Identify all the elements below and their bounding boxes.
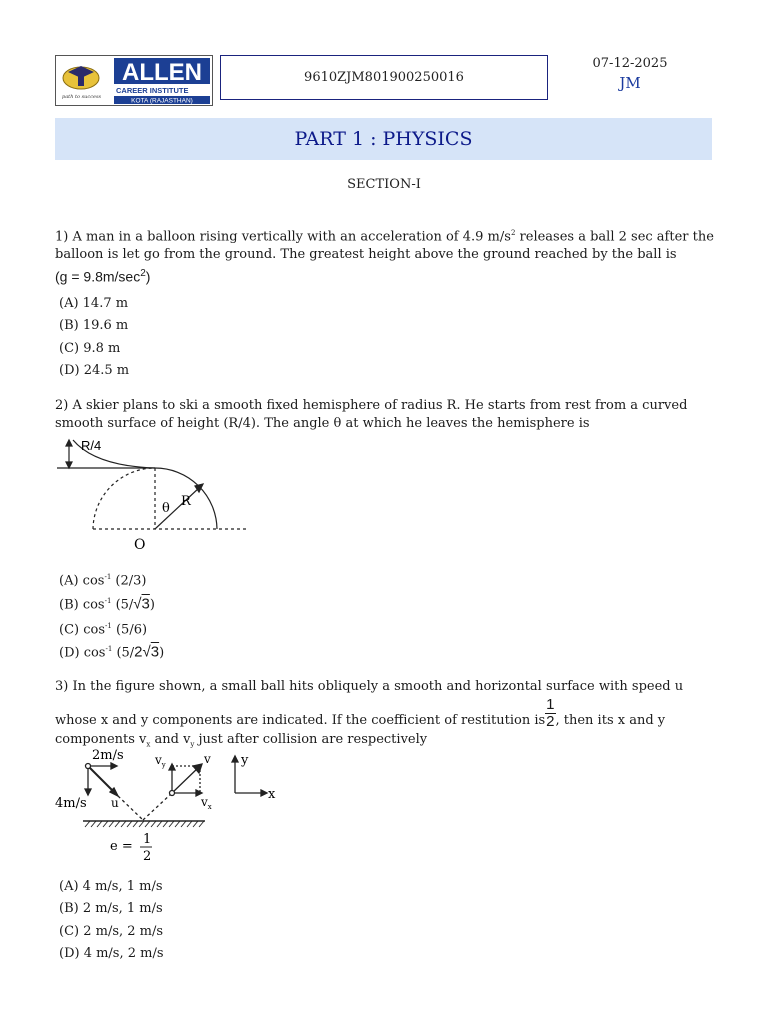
question-text: In the figure shown, a small ball hits obliquely a smooth and horizontal surface with speed u <box>72 679 684 694</box>
collision-figure <box>55 748 285 864</box>
q1-option-a[interactable]: (A) 14.7 m <box>59 296 129 311</box>
hemisphere-figure <box>55 434 250 554</box>
question-3-line2: whose x and y components are indicated. If the coefficient of restitution is $\frac{1}{2}$ , then its x and y <box>55 696 666 730</box>
allen-logo <box>55 55 213 106</box>
logo-tagline: path to success <box>62 94 102 100</box>
logo-line1: CAREER INSTITUTE <box>116 86 189 95</box>
question-1 <box>55 224 715 286</box>
q3-option-a[interactable]: (A) 4 m/s, 1 m/s <box>59 879 163 894</box>
paper-code-box <box>220 55 548 100</box>
y-axis-label: y <box>241 753 249 768</box>
question-2 <box>55 397 715 433</box>
e-numerator: 1 <box>143 832 152 847</box>
question-number: 1) <box>55 229 69 245</box>
incoming-vy-label: 4m/s <box>55 796 87 811</box>
e-label: e = <box>110 839 133 854</box>
question-text: A man in a balloon rising vertically with an acceleration of 4.9 m/s <box>72 229 511 245</box>
q1-option-d[interactable]: (D) 24.5 m <box>59 363 130 378</box>
incoming-vx-label: 2m/s <box>92 748 124 763</box>
v-label: v <box>204 752 211 766</box>
question-number: 2) <box>55 398 69 413</box>
logo-line2: KOTA (RAJASTHAN) <box>131 97 193 105</box>
q1-option-b[interactable]: (B) 19.6 m <box>59 318 129 333</box>
angle-label: θ <box>162 501 170 516</box>
height-label: R/4 <box>81 438 102 453</box>
question-text: A skier plans to ski a smooth fixed hemisphere of radius R. He starts from rest from a curved smooth surface of height (R/4). The angle θ at which he leaves the hemisphere is <box>55 398 688 431</box>
question-number: 3) <box>55 679 69 694</box>
radius-label: R <box>181 494 191 509</box>
q2-option-c[interactable]: (C) $\cos^{-1} (5/6)$ <box>59 622 148 638</box>
q3-option-b[interactable]: (B) 2 m/s, 1 m/s <box>59 901 163 916</box>
q3-option-c[interactable]: (C) 2 m/s, 2 m/s <box>59 924 164 939</box>
given-g: $(g = 9.8m/\sec^2)$ <box>55 268 151 285</box>
section-title: SECTION-I <box>347 177 421 192</box>
logo-graphic <box>56 56 212 105</box>
q3-option-d[interactable]: (D) 4 m/s, 2 m/s <box>59 946 164 961</box>
u-label: u <box>111 796 119 810</box>
restitution-fraction: $\frac{1}{2}$ <box>546 696 555 730</box>
stream-label: JM <box>619 74 641 92</box>
center-label: O <box>134 537 146 553</box>
surface-hatching <box>85 821 204 827</box>
paper-code: 9610ZJM801900250016 <box>304 70 464 85</box>
part-title: PART 1 : PHYSICS <box>294 128 473 150</box>
q2-option-a[interactable]: (A) $\cos^{-1} (2/3)$ <box>59 573 147 589</box>
q1-option-c[interactable]: (C) 9.8 m <box>59 341 121 356</box>
question-text-cont: releases a ball 2 sec after the balloon is let go from the ground. The greatest height above the ground reached by the ball is <box>55 229 714 263</box>
superscript: 2 <box>510 229 516 237</box>
e-denominator: 2 <box>143 849 152 864</box>
q2-option-b[interactable]: (B) $\cos^{-1} (5/√3)$ <box>59 595 155 613</box>
question-3-line3: components $v_x$ and $v_y$ just after collision are respectively <box>55 732 428 749</box>
x-axis-label: x <box>268 787 276 802</box>
q2-option-d[interactable]: (D) $\cos^{-1} (5/2√3)$ <box>59 643 165 661</box>
vy-label: $v_y$ <box>155 753 166 769</box>
vx-label: $v_x$ <box>201 795 212 811</box>
part-banner <box>55 118 712 160</box>
logo-brand: ALLEN <box>122 59 202 86</box>
exam-date: 07-12-2025 <box>592 56 668 71</box>
